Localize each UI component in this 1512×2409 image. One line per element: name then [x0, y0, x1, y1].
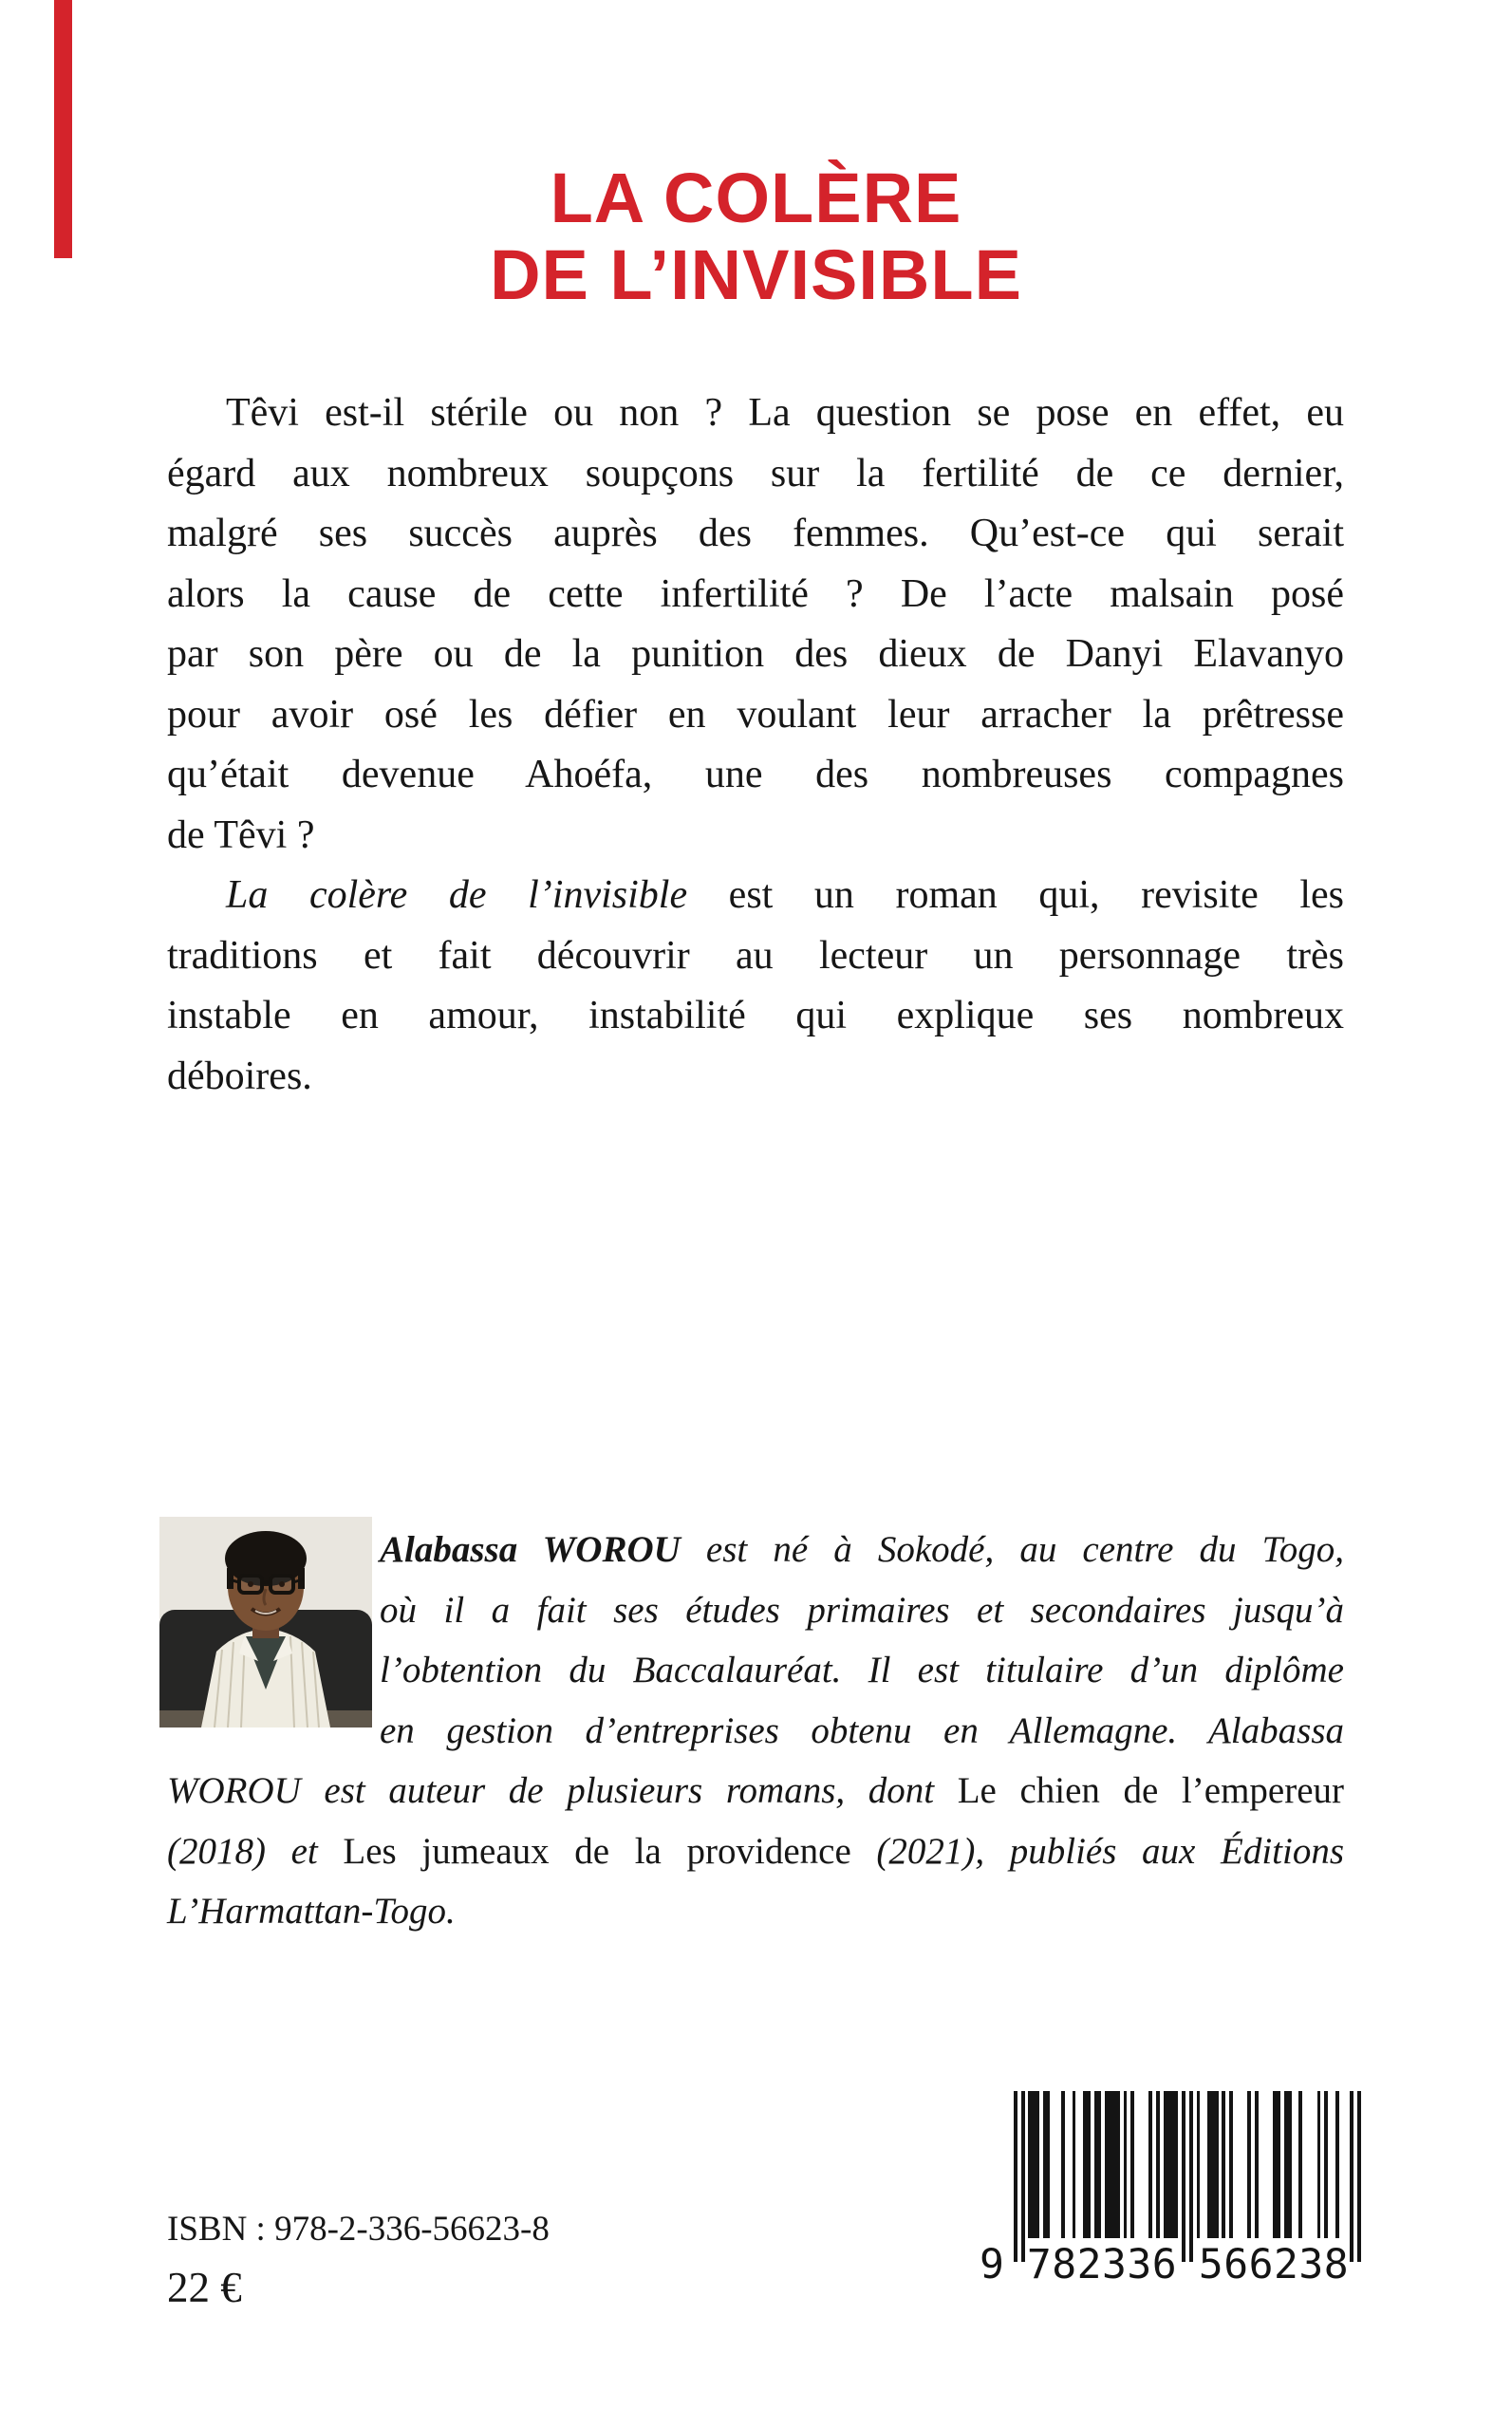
- text-line: [167, 383, 1344, 444]
- barcode-bar: [1043, 2091, 1051, 2238]
- text-segment: malgré ses succès auprès des femmes. Qu’est-ce qui serait: [167, 512, 1344, 555]
- text-segment: traditions et fait découvrir au lecteur un personnage très: [167, 933, 1344, 978]
- text-segment: (2021), publiés aux Éditions: [850, 1830, 1345, 1872]
- text-segment: Alabassa WOROU: [380, 1529, 681, 1570]
- text-line: [167, 866, 1344, 926]
- text-segment: l’obtention du Baccalauréat. Il est titulaire d’un diplôme: [380, 1650, 1344, 1690]
- barcode-bar: [1148, 2091, 1152, 2238]
- barcode-bar: [1094, 2091, 1102, 2238]
- barcode-bar: [1073, 2091, 1076, 2238]
- text-segment: Le chien de l’empereur: [957, 1770, 1344, 1811]
- barcode-bar: [1014, 2091, 1017, 2262]
- text-segment: alors la cause de cette infertilité ? De l’acte malsain posé: [167, 571, 1344, 616]
- barcode-bar: [1350, 2091, 1353, 2262]
- text-segment: est né à Sokodé, au centre du Togo,: [680, 1529, 1345, 1570]
- text-line: [167, 1761, 1344, 1821]
- book-title-line1: LA COLÈRE: [550, 159, 962, 237]
- barcode-bar: [1335, 2091, 1339, 2238]
- barcode-bar: [1124, 2091, 1128, 2238]
- text-line: [167, 1821, 1344, 1882]
- text-segment: égard aux nombreux soupçons sur la fertilité de ce dernier,: [167, 451, 1344, 495]
- barcode: [980, 2091, 1361, 2290]
- text-segment: où il a fait ses études primaires et secondaires jusqu’à: [380, 1589, 1344, 1631]
- barcode-bar: [1207, 2091, 1219, 2238]
- text-line: [167, 565, 1344, 626]
- barcode-bar: [1284, 2091, 1292, 2238]
- barcode-bar: [1028, 2091, 1039, 2238]
- barcode-digits-right: 566238: [1198, 2241, 1350, 2288]
- price-text: 22 €: [167, 2264, 242, 2311]
- text-segment: en gestion d’entreprises obtenu en Allemagne. Alabassa: [380, 1709, 1344, 1751]
- barcode-bar: [1357, 2091, 1361, 2262]
- barcode-digit-first: 9: [980, 2241, 1005, 2288]
- book-title: [0, 159, 1512, 313]
- barcode-bar: [1222, 2091, 1225, 2238]
- text-line: [167, 685, 1344, 746]
- text-line: [167, 806, 1344, 867]
- text-line: [167, 926, 1344, 987]
- text-line: [167, 504, 1344, 565]
- barcode-bar: [1298, 2091, 1302, 2238]
- barcode-bar: [1324, 2091, 1328, 2238]
- text-segment: est un roman qui, revisite les: [687, 873, 1344, 917]
- barcode-bar: [1273, 2091, 1280, 2238]
- barcode-bar: [1182, 2091, 1185, 2262]
- barcode-digits-left: 782336: [1026, 2241, 1178, 2288]
- barcode-bar: [1317, 2091, 1321, 2238]
- text-line: [167, 1701, 1344, 1762]
- author-bio: [167, 1520, 1344, 1942]
- barcode-bar: [1255, 2091, 1259, 2238]
- barcode-bar: [1083, 2091, 1091, 2238]
- barcode-bar: [1061, 2091, 1065, 2238]
- synopsis: [167, 383, 1344, 1107]
- text-segment: instable en amour, instabilité qui explique ses nombreux: [167, 994, 1344, 1037]
- text-line: [167, 1640, 1344, 1701]
- barcode-bar: [1105, 2091, 1119, 2238]
- text-segment: déboires.: [167, 1054, 312, 1098]
- barcode-bar: [1021, 2091, 1025, 2262]
- barcode-bar: [1247, 2091, 1251, 2238]
- barcode-bar: [1197, 2091, 1201, 2238]
- text-segment: qu’était devenue Ahoéfa, une des nombreuses compagnes: [167, 753, 1344, 796]
- text-segment: par son père ou de la punition des dieux de Danyi Elavanyo: [167, 632, 1344, 676]
- text-line: [167, 1520, 1344, 1580]
- barcode-bar: [1189, 2091, 1193, 2262]
- text-segment: de Têvi ?: [167, 812, 315, 857]
- barcode-bar: [1229, 2091, 1233, 2238]
- text-line: [167, 1047, 1344, 1108]
- text-segment: WOROU est auteur de plusieurs romans, dont: [167, 1770, 958, 1811]
- isbn-text: ISBN : 978-2-336-56623-8: [167, 2210, 550, 2249]
- barcode-bars: [1014, 2091, 1361, 2262]
- text-segment: Les jumeaux de la providence: [343, 1830, 851, 1872]
- text-segment: (2018) et: [167, 1830, 344, 1872]
- barcode-bar: [1156, 2091, 1160, 2238]
- text-segment: Têvi est-il stérile ou non ? La question se pose en effet, eu: [226, 391, 1344, 435]
- text-line: [167, 745, 1344, 806]
- text-line: [167, 986, 1344, 1047]
- text-line: [167, 444, 1344, 505]
- barcode-bar: [1164, 2091, 1178, 2238]
- text-segment: La colère de l’invisible: [226, 873, 688, 917]
- book-title-line2: DE L’INVISIBLE: [490, 235, 1022, 314]
- text-segment: L’Harmattan-Togo.: [167, 1891, 456, 1932]
- text-line: [167, 1881, 1344, 1942]
- text-line: [167, 625, 1344, 685]
- barcode-bar: [1130, 2091, 1134, 2238]
- text-segment: pour avoir osé les défier en voulant leur arracher la prêtresse: [167, 692, 1344, 737]
- text-line: [167, 1580, 1344, 1641]
